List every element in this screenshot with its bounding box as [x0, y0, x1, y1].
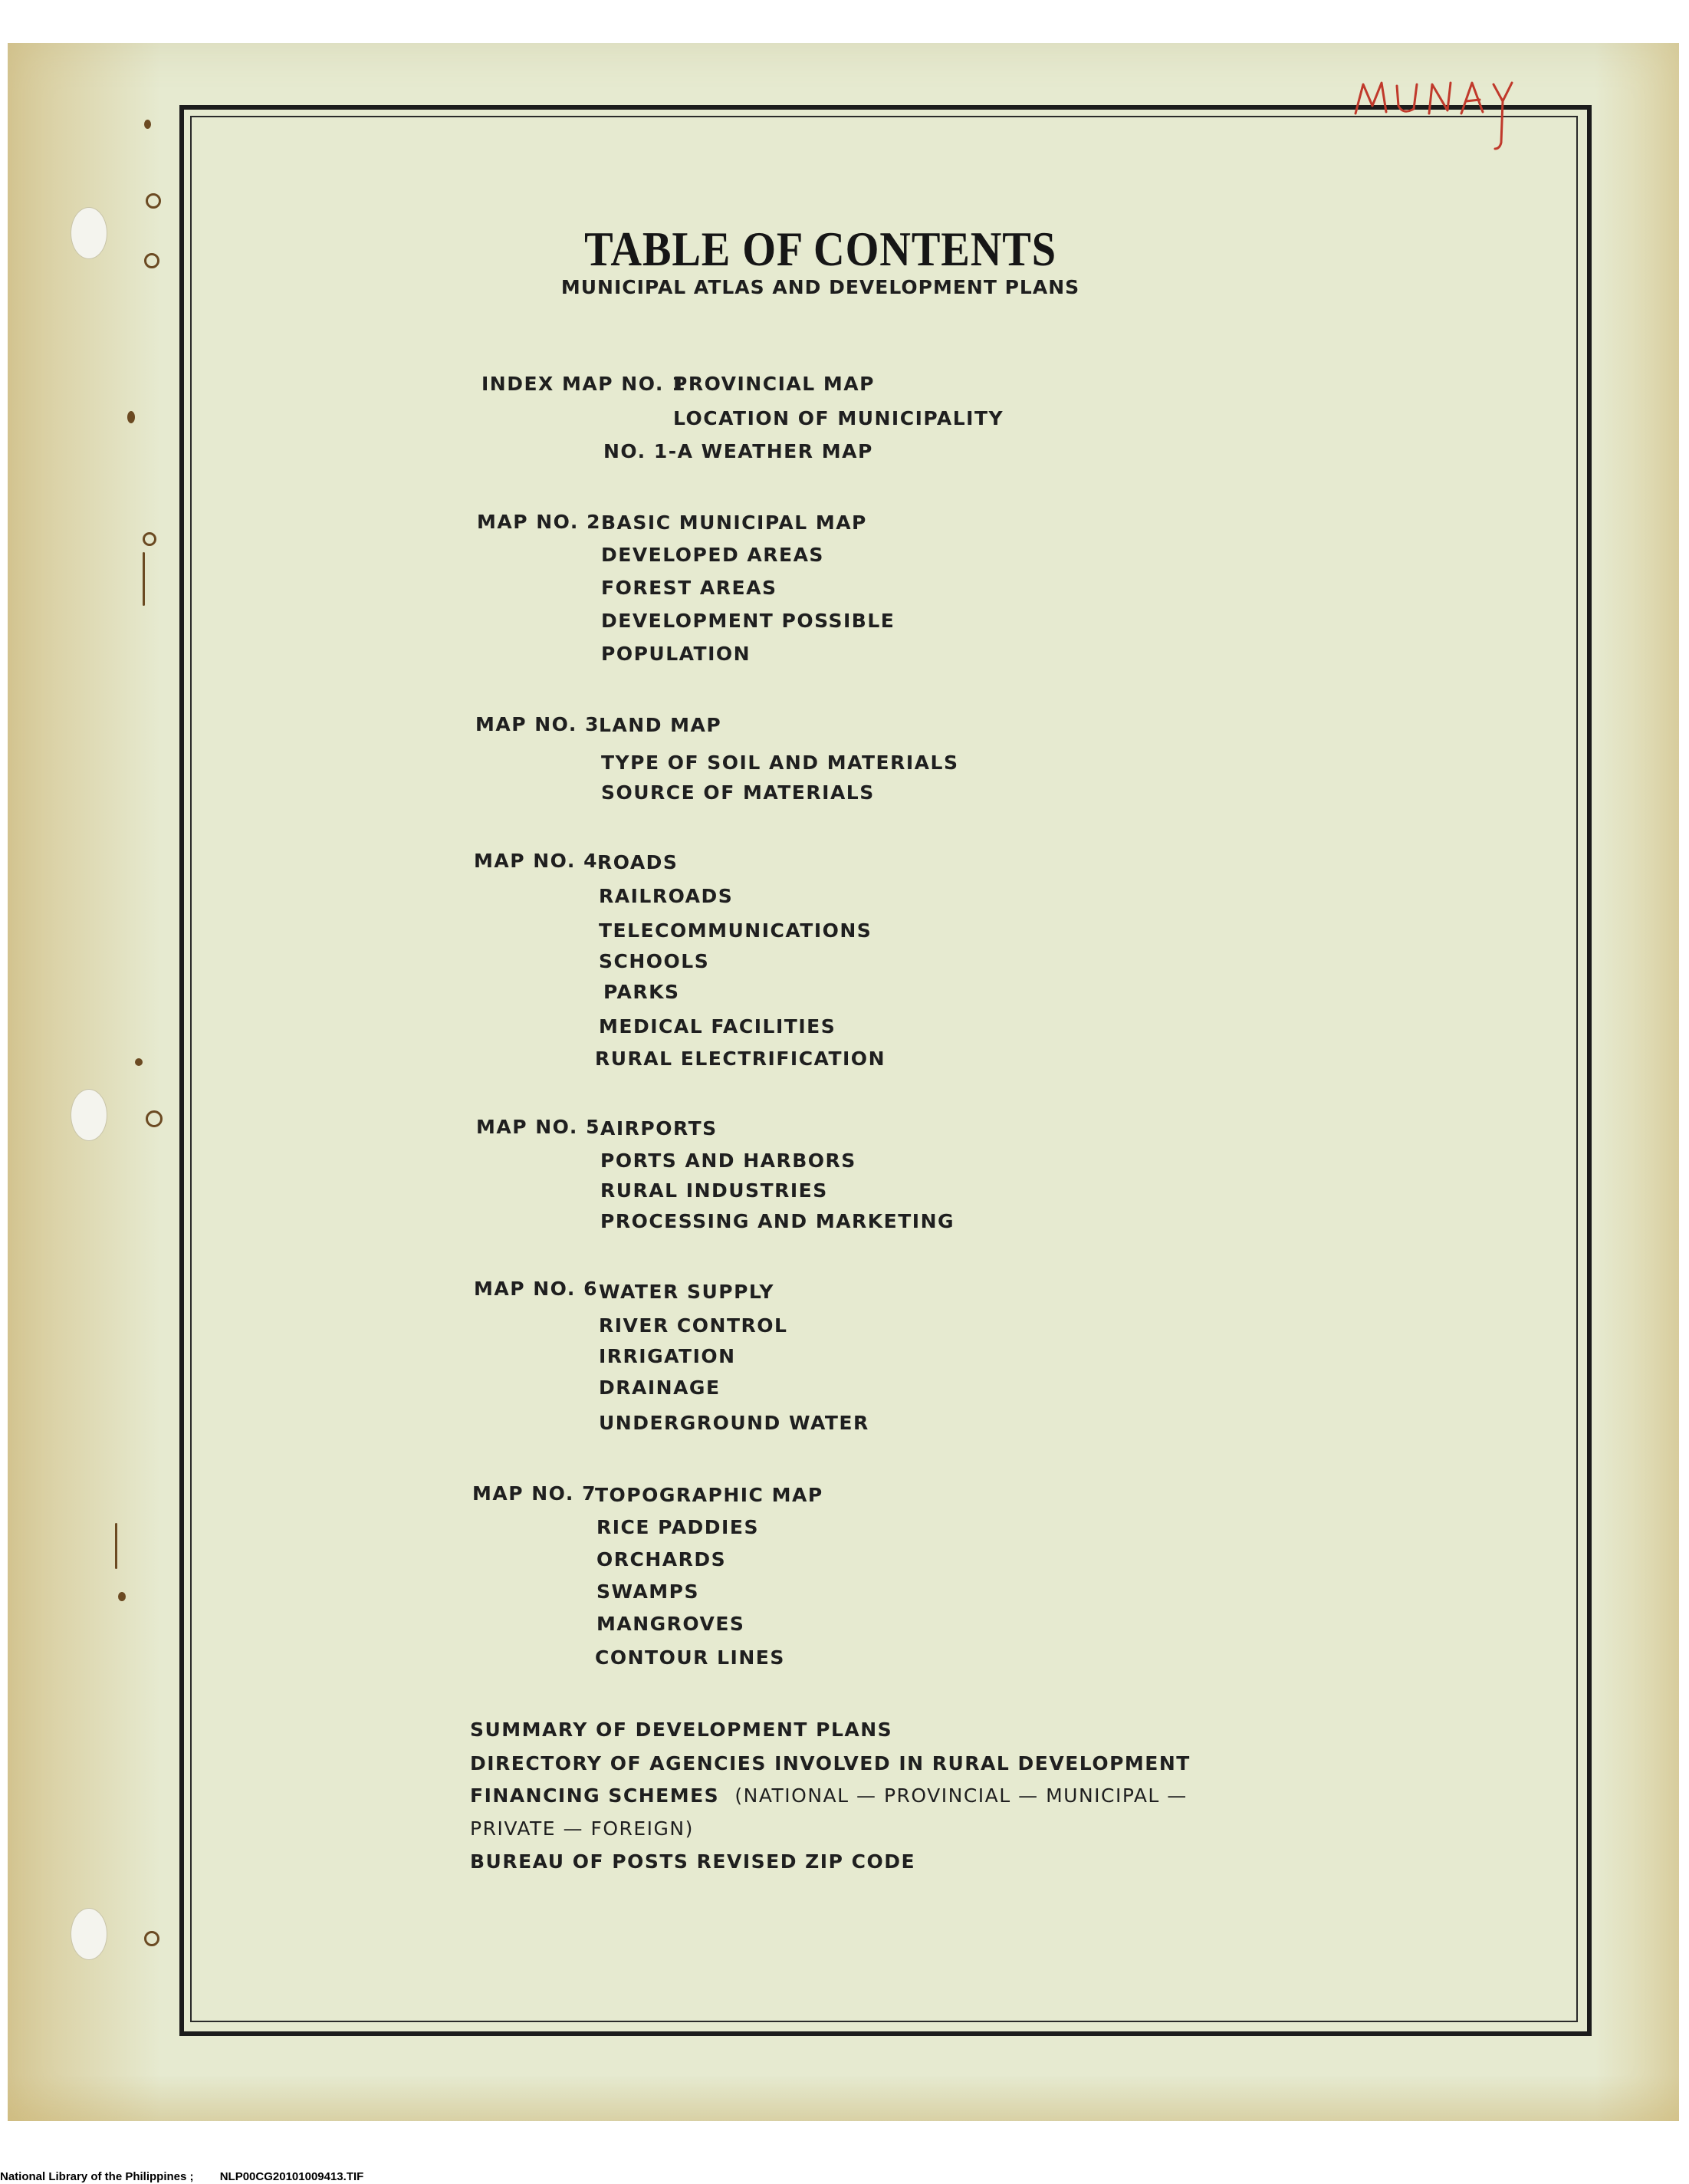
paper-stain-bottom	[8, 2075, 1679, 2121]
toc-section-map-2-prefix: MAP NO. 2	[477, 511, 601, 533]
age-spot	[146, 193, 161, 209]
toc-item: DEVELOPED AREAS	[601, 544, 824, 566]
toc-item: CONTOUR LINES	[595, 1646, 785, 1669]
toc-financing-entry	[470, 1784, 1188, 1807]
page-title: TABLE OF CONTENTS	[584, 222, 1056, 276]
toc-item: DEVELOPMENT POSSIBLE	[601, 610, 895, 632]
toc-item: IRRIGATION	[599, 1345, 736, 1367]
toc-item: ROADS	[597, 851, 679, 873]
financing-label: FINANCING SCHEMES	[470, 1784, 720, 1807]
punch-hole-top	[71, 207, 107, 259]
toc-item: TELECOMMUNICATIONS	[599, 919, 872, 942]
age-spot	[118, 1592, 126, 1601]
paper-stain-left	[8, 43, 161, 2121]
toc-item: MANGROVES	[596, 1613, 745, 1635]
toc-item: RURAL INDUSTRIES	[600, 1179, 828, 1202]
age-spot	[135, 1058, 143, 1066]
toc-item: SWAMPS	[596, 1580, 700, 1603]
paper-stain-right	[1595, 43, 1679, 2121]
age-spot	[144, 120, 151, 129]
toc-section-map-4-prefix: MAP NO. 4	[474, 850, 598, 872]
age-spot	[146, 1110, 163, 1127]
toc-item: FOREST AREAS	[601, 577, 777, 599]
age-spot	[143, 552, 145, 606]
punch-hole-bottom	[71, 1908, 107, 1960]
toc-item: RIVER CONTROL	[599, 1314, 788, 1337]
toc-section-map-7-prefix: MAP NO. 7	[472, 1482, 596, 1505]
scan-footer	[0, 2170, 363, 2183]
page-subtitle: MUNICIPAL ATLAS AND DEVELOPMENT PLANS	[560, 276, 1080, 298]
toc-item: DRAINAGE	[599, 1377, 721, 1399]
punch-hole-middle	[71, 1089, 107, 1141]
toc-item: SCHOOLS	[599, 950, 710, 972]
toc-item: TOPOGRAPHIC MAP	[595, 1484, 823, 1506]
toc-item: RURAL ELECTRIFICATION	[595, 1048, 886, 1070]
toc-item: RAILROADS	[599, 885, 734, 907]
age-spot	[144, 1931, 159, 1946]
toc-item: LAND MAP	[599, 714, 722, 736]
toc-item: PROVINCIAL MAP	[673, 373, 875, 395]
toc-item: MEDICAL FACILITIES	[599, 1015, 836, 1038]
toc-section-map-6-prefix: MAP NO. 6	[474, 1278, 598, 1300]
toc-directory-entry: DIRECTORY OF AGENCIES INVOLVED IN RURAL DEVELOPMENT	[470, 1752, 1191, 1774]
toc-section-index-map-prefix: INDEX MAP NO. 1	[481, 373, 687, 395]
toc-item: ORCHARDS	[596, 1548, 727, 1571]
toc-item: PARKS	[603, 981, 680, 1003]
age-spot	[115, 1523, 117, 1569]
toc-section-map-3-prefix: MAP NO. 3	[475, 713, 600, 735]
toc-item: AIRPORTS	[600, 1117, 718, 1140]
financing-detail: (NATIONAL — PROVINCIAL — MUNICIPAL —	[734, 1784, 1188, 1807]
toc-item: BASIC MUNICIPAL MAP	[601, 511, 867, 534]
toc-item: WATER SUPPLY	[599, 1281, 775, 1303]
handwritten-note-text: MUNAY	[1349, 75, 1352, 76]
toc-zip-entry: BUREAU OF POSTS REVISED ZIP CODE	[470, 1850, 916, 1873]
age-spot	[143, 532, 156, 546]
toc-financing-entry-continued: PRIVATE — FOREIGN)	[470, 1817, 694, 1840]
footer-library: National Library of the Philippines ;	[0, 2170, 194, 2183]
toc-item: LOCATION OF MUNICIPALITY	[673, 407, 1004, 429]
toc-item: NO. 1-A WEATHER MAP	[603, 440, 873, 462]
footer-file-id: NLP00CG20101009413.TIF	[219, 2170, 364, 2183]
age-spot	[144, 253, 159, 268]
toc-summary-entry: SUMMARY OF DEVELOPMENT PLANS	[470, 1719, 893, 1741]
toc-item: PORTS AND HARBORS	[600, 1150, 856, 1172]
handwritten-note	[1349, 75, 1541, 160]
toc-item: RICE PADDIES	[596, 1516, 759, 1538]
toc-section-map-5-prefix: MAP NO. 5	[476, 1116, 600, 1138]
toc-item: SOURCE OF MATERIALS	[601, 781, 875, 804]
toc-item: UNDERGROUND WATER	[599, 1412, 869, 1434]
toc-item: PROCESSING AND MARKETING	[600, 1210, 955, 1232]
age-spot	[127, 411, 135, 423]
toc-item: POPULATION	[601, 643, 751, 665]
toc-item: TYPE OF SOIL AND MATERIALS	[601, 752, 959, 774]
